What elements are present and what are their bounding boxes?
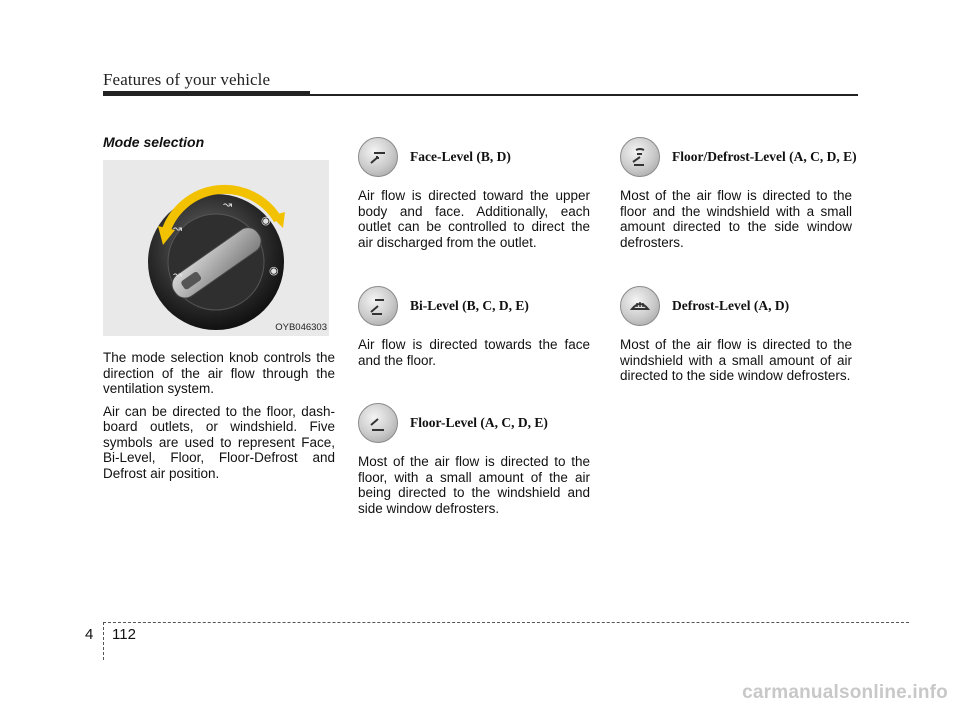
svg-text:↝: ↝ — [173, 268, 183, 281]
mode-label: Floor/Defrost-Level (A, C, D, E) — [672, 149, 857, 164]
floor-vent-icon — [358, 403, 398, 443]
mode-label: Bi-Level (B, C, D, E) — [410, 298, 529, 313]
column-middle — [358, 134, 590, 523]
svg-text:◉: ◉ — [261, 214, 271, 227]
column-right — [620, 134, 857, 391]
mode-label: Defrost-Level (A, D) — [672, 298, 790, 313]
bi-level-vent-icon — [358, 286, 398, 326]
mode-description: Air flow is directed towards the face and the floor. — [358, 337, 590, 368]
svg-text:↝: ↝ — [223, 198, 233, 211]
mode-knob-illustration — [103, 160, 329, 336]
header-rule-thick — [103, 91, 310, 96]
mode-description: Air flow is directed toward the upper body and face. Additionally, each outlet can be controlled to direct the air discharged from the outlet. — [358, 188, 590, 250]
symbols-paragraph: Air can be directed to the floor, dash- board outlets, or windshield. Five symbols are used to represent Face, Bi-Level, Floor, Floor-Defrost and Defrost air position. — [103, 403, 335, 481]
mode-description: Most of the air flow is directed to the windshield with a small amount of air directed to the side window defrosters. — [620, 337, 852, 383]
mode-description: Most of the air flow is directed to the floor and the windshield with a small amount directed to the side window defrosters. — [620, 188, 852, 250]
mode-bi-level — [358, 283, 590, 368]
section-title: Mode selection — [103, 134, 205, 150]
mode-label: Face-Level (B, D) — [410, 149, 511, 164]
intro-paragraph: The mode selection knob controls the direction of the air flow through the ventilation system. — [103, 350, 335, 396]
mode-description: Most of the air flow is directed to the floor, with a small amount of the air being directed to the windshield and side window defrosters. — [358, 454, 590, 516]
mode-floor-defrost-level — [620, 134, 857, 250]
mode-label: Floor-Level (A, C, D, E) — [410, 415, 548, 430]
page-header-title: Features of your vehicle — [103, 70, 271, 89]
floor-defrost-icon — [620, 137, 660, 177]
mode-floor-level — [358, 400, 590, 516]
header-rule-thin — [310, 94, 858, 96]
svg-text:◉: ◉ — [269, 264, 279, 277]
column-left — [103, 134, 335, 488]
mode-face-level — [358, 134, 590, 250]
chapter-number: 4 — [85, 626, 94, 643]
footer-divider — [103, 622, 104, 660]
mode-defrost-level — [620, 283, 852, 384]
footer-rule — [103, 622, 909, 623]
page-number: 112 — [112, 626, 136, 643]
site-watermark: carmanualsonline.info — [742, 682, 948, 703]
svg-text:↝: ↝ — [173, 222, 183, 235]
face-vent-icon — [358, 137, 398, 177]
defrost-icon — [620, 286, 660, 326]
figure-code: OYB046303 — [275, 322, 327, 333]
mode-knob-figure — [103, 160, 329, 336]
